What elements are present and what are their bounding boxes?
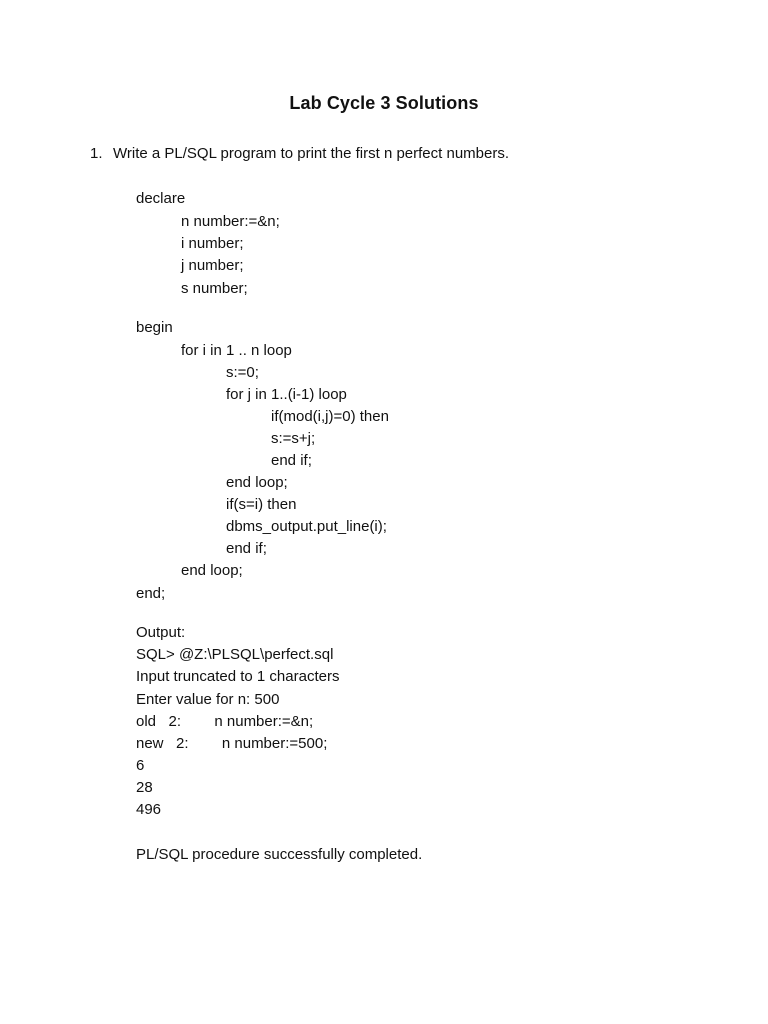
code-line: end loop; [226, 474, 288, 491]
code-line: end if; [226, 540, 267, 557]
code-line: if(s=i) then [226, 496, 297, 513]
code-line: j number; [181, 257, 244, 274]
output-line: 28 [136, 779, 153, 796]
page-title: Lab Cycle 3 Solutions [289, 93, 479, 113]
code-line: s number; [181, 280, 248, 297]
question-text: Write a PL/SQL program to print the first n perfect numbers. [113, 145, 509, 162]
code-line: for i in 1 .. n loop [181, 342, 292, 359]
code-line: declare [136, 190, 186, 207]
code-line: s:=0; [226, 364, 259, 381]
output-line: 6 [136, 757, 145, 774]
code-line: end if; [271, 452, 312, 469]
question-item [90, 145, 509, 162]
output-line: PL/SQL procedure successfully completed. [136, 846, 423, 863]
code-line: n number:=&n; [181, 213, 280, 230]
code-line: dbms_output.put_line(i); [226, 518, 387, 535]
code-line: for j in 1..(i-1) loop [226, 386, 347, 403]
code-line: end loop; [181, 562, 243, 579]
code-line: end; [136, 585, 166, 602]
code-line: s:=s+j; [271, 430, 316, 447]
code-line: i number; [181, 235, 244, 252]
code-line: begin [136, 319, 173, 336]
output-line: old 2: n number:=&n; [136, 713, 314, 730]
output-line: Output: [136, 624, 186, 641]
output-line: Input truncated to 1 characters [136, 668, 340, 685]
output-line: SQL> @Z:\PLSQL\perfect.sql [136, 646, 334, 663]
output-line: new 2: n number:=500; [136, 735, 328, 752]
code-line: if(mod(i,j)=0) then [271, 408, 389, 425]
question-number: 1. [90, 145, 103, 162]
output-line: 496 [136, 801, 162, 818]
output-line: Enter value for n: 500 [136, 691, 280, 708]
